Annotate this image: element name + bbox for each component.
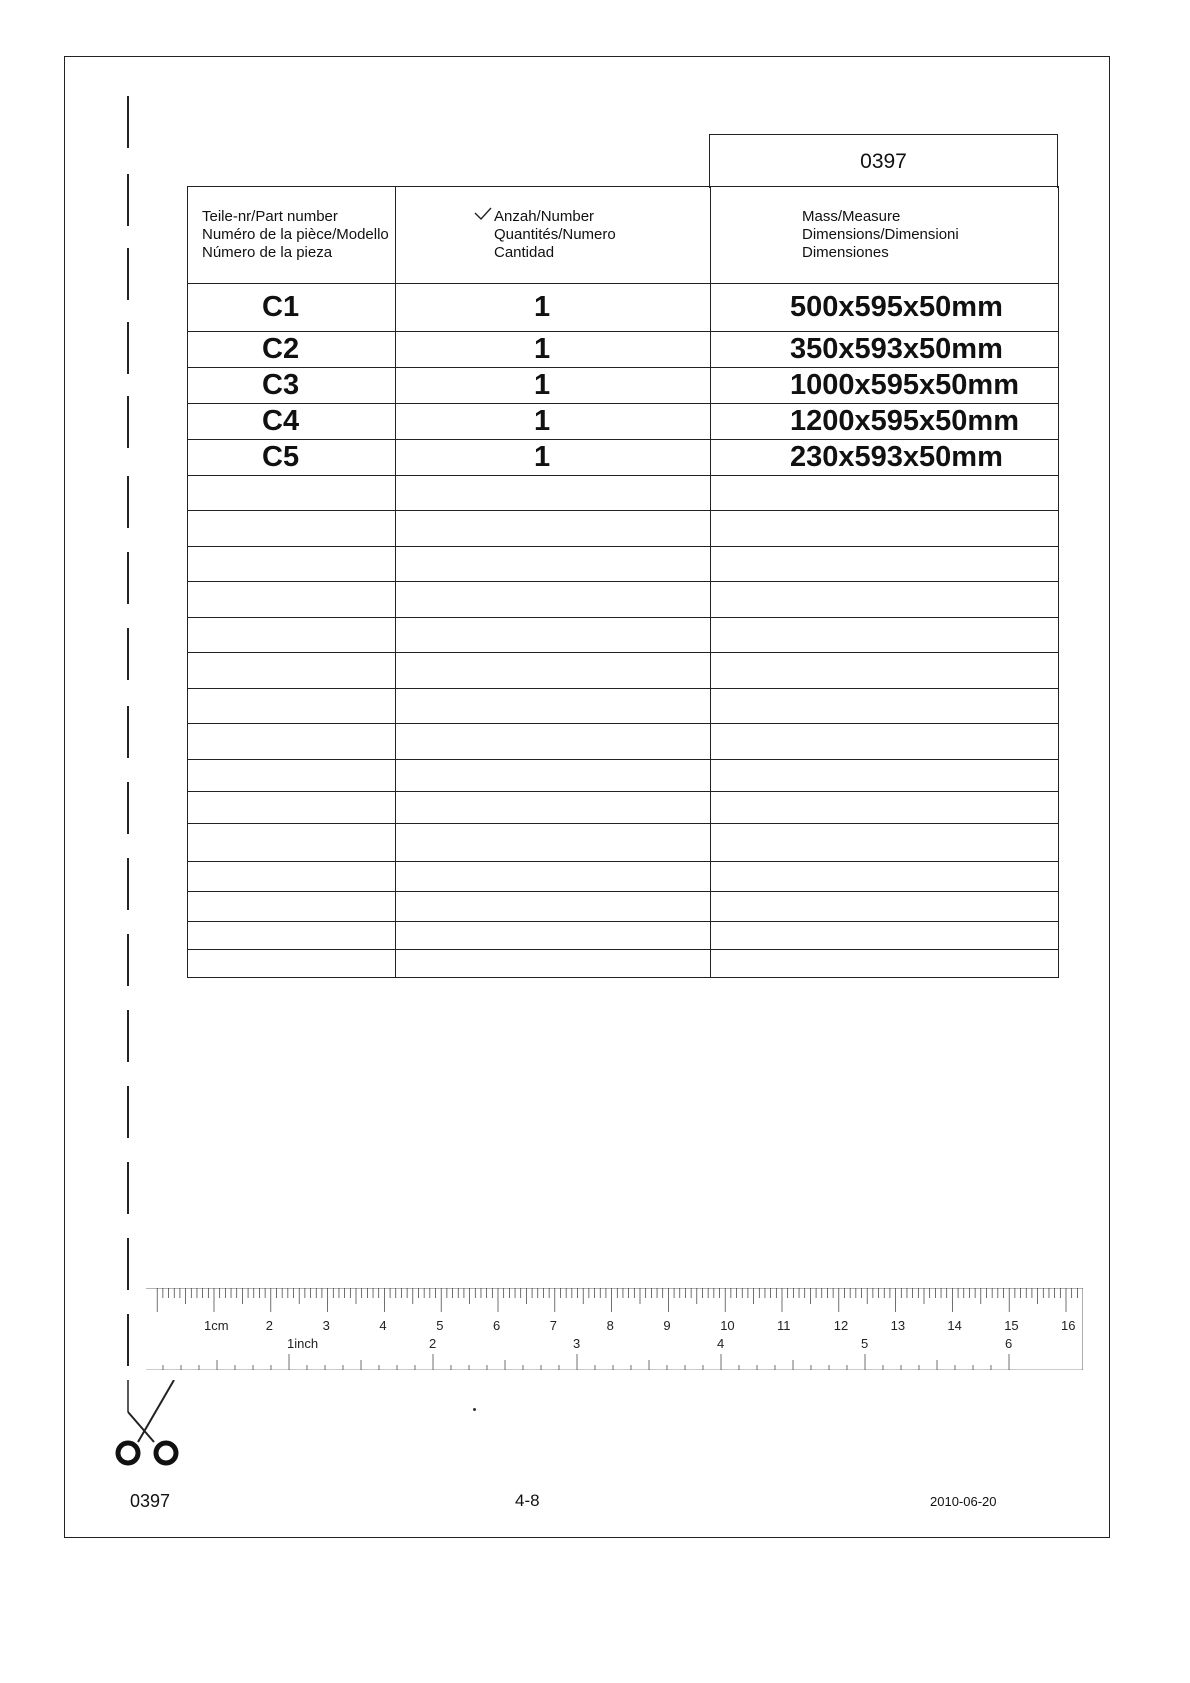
- part-number-cell: C2: [188, 332, 396, 368]
- quantity-cell: 1: [396, 440, 711, 476]
- empty-table-row: [188, 618, 1059, 653]
- empty-table-row: [188, 760, 1059, 792]
- ruler-inch-label: 3: [573, 1336, 581, 1351]
- measurement-ruler: [146, 1288, 1083, 1370]
- part-number-cell: C3: [188, 368, 396, 404]
- dimensions-cell: 350x593x50mm: [711, 332, 1059, 368]
- empty-table-row: [188, 892, 1059, 922]
- empty-table-row: [188, 653, 1059, 689]
- empty-table-row: [188, 476, 1059, 511]
- header-quantity: Anzah/Number Quantités/Numero Cantidad: [396, 187, 711, 284]
- ruler-cm-label: 1cm: [204, 1318, 229, 1333]
- footer-code: 0397: [130, 1491, 171, 1511]
- dimensions-cell: 1200x595x50mm: [711, 404, 1059, 440]
- empty-table-row: [188, 862, 1059, 892]
- table-row: [188, 368, 1059, 404]
- ruler-inch-label: 2: [429, 1336, 437, 1351]
- empty-table-row: [188, 582, 1059, 618]
- document-code: 0397: [860, 150, 907, 173]
- ruler-cm-label: 14: [947, 1318, 962, 1333]
- ruler-cm-label: 3: [322, 1318, 330, 1333]
- header-part-number: Teile-nr/Part number Numéro de la pièce/Modello Número de la pieza: [188, 187, 396, 284]
- part-number-cell: C4: [188, 404, 396, 440]
- ruler-cm-label: 10: [720, 1318, 735, 1333]
- ruler-cm-label: 7: [549, 1318, 558, 1333]
- ruler-inch-label: 1inch: [287, 1336, 319, 1351]
- parts-table: [187, 186, 1059, 978]
- cut-line: [127, 96, 129, 1414]
- table-row: [188, 284, 1059, 332]
- empty-table-row: [188, 792, 1059, 824]
- ruler-cm-label: 4: [379, 1318, 387, 1333]
- ruler-inch-label: 5: [861, 1336, 869, 1351]
- footer-date: 2010-06-20: [930, 1494, 997, 1509]
- table-row: [188, 440, 1059, 476]
- ruler-cm-label: 2: [265, 1318, 274, 1333]
- document-code-box: [709, 134, 1058, 188]
- part-number-cell: C1: [188, 284, 396, 332]
- table-header-row: [188, 187, 1059, 284]
- dimensions-cell: 500x595x50mm: [711, 284, 1059, 332]
- scan-speck: [473, 1408, 476, 1411]
- scissors-icon: [108, 1380, 182, 1472]
- quantity-cell: 1: [396, 332, 711, 368]
- ruler-cm-label: 8: [606, 1318, 614, 1333]
- ruler-cm-label: 5: [436, 1318, 444, 1333]
- ruler-cm-label: 9: [663, 1318, 671, 1333]
- table-row: [188, 404, 1059, 440]
- ruler-cm-label: 12: [833, 1318, 849, 1333]
- ruler-cm-label: 11: [777, 1318, 791, 1333]
- empty-table-row: [188, 824, 1059, 862]
- ruler-cm-label: 15: [1004, 1318, 1019, 1333]
- empty-table-row: [188, 724, 1059, 760]
- ruler-ticks: [146, 1288, 1083, 1370]
- empty-table-row: [188, 511, 1059, 547]
- part-number-cell: C5: [188, 440, 396, 476]
- dimensions-cell: 1000x595x50mm: [711, 368, 1059, 404]
- ruler-inch-label: 6: [1005, 1336, 1013, 1351]
- header-dimensions: Mass/Measure Dimensions/Dimensioni Dimensiones: [711, 187, 1059, 284]
- ruler-cm-label: 16: [1061, 1318, 1076, 1333]
- ruler-cm-label: 13: [890, 1318, 906, 1333]
- table-row: [188, 332, 1059, 368]
- empty-table-row: [188, 689, 1059, 724]
- empty-table-row: [188, 547, 1059, 582]
- quantity-cell: 1: [396, 404, 711, 440]
- checkmark-icon: [474, 207, 492, 221]
- ruler-inch-label: 4: [717, 1336, 725, 1351]
- dimensions-cell: 230x593x50mm: [711, 440, 1059, 476]
- empty-table-row: [188, 950, 1059, 978]
- quantity-cell: 1: [396, 284, 711, 332]
- ruler-cm-label: 6: [493, 1318, 501, 1333]
- page-number: 4-8: [515, 1491, 540, 1510]
- empty-table-row: [188, 922, 1059, 950]
- quantity-cell: 1: [396, 368, 711, 404]
